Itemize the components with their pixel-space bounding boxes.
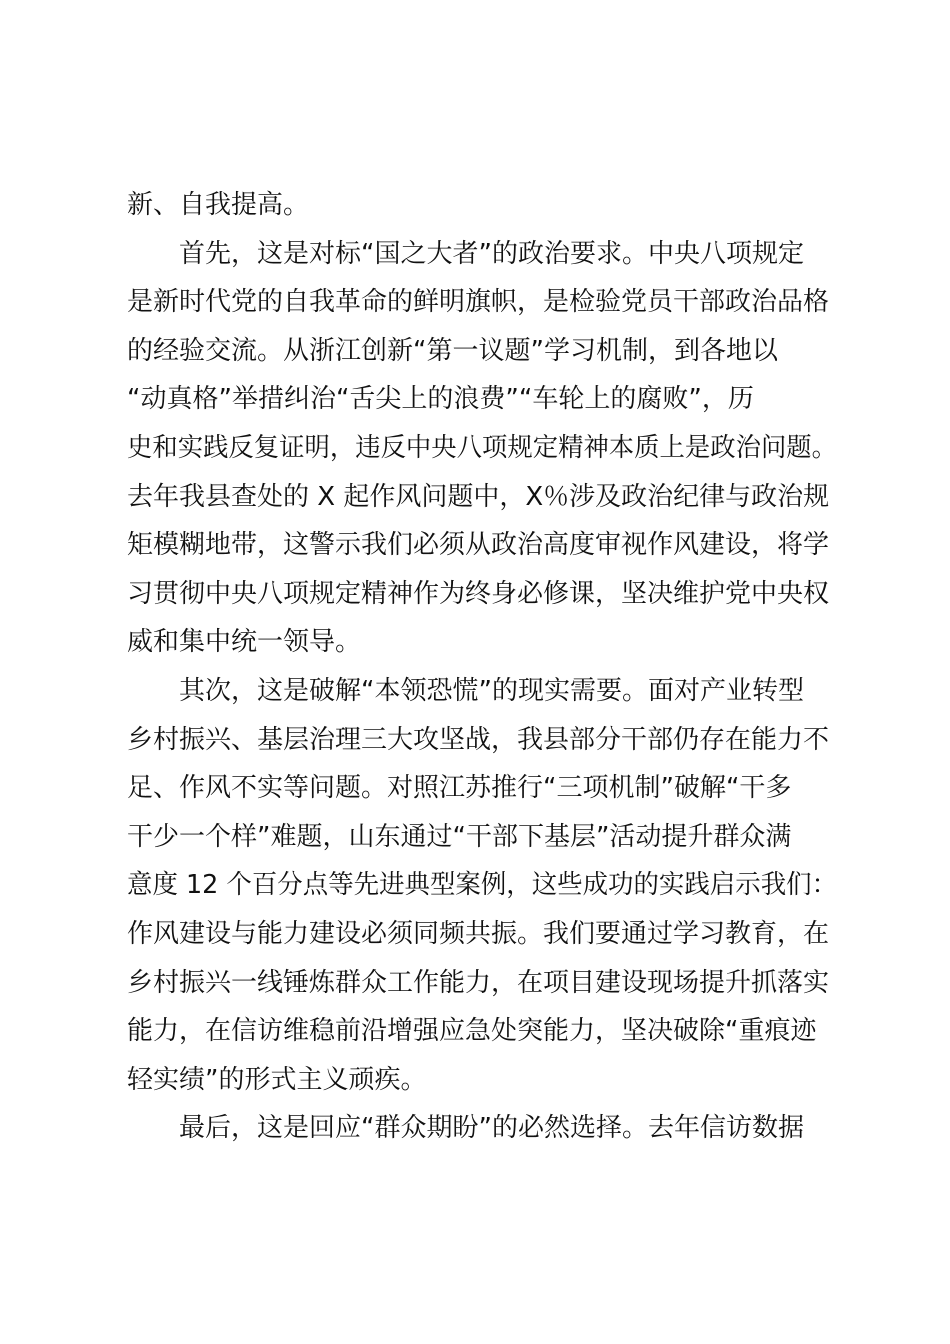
text-line: 意度 12 个百分点等先进典型案例，这些成功的实践启示我们：: [127, 870, 838, 901]
text-line: 轻实绩”的形式主义顽疾。: [127, 1064, 427, 1095]
text-line: 习贯彻中央八项规定精神作为终身必修课，坚决维护党中央权: [127, 578, 830, 609]
text-line: “动真格”举措纠治“舌尖上的浪费”“车轮上的腐败”，历: [127, 384, 754, 415]
text-line: 作风建设与能力建设必须同频共振。我们要通过学习教育，在: [127, 918, 830, 949]
text-line: 矩模糊地带，这警示我们必须从政治高度审视作风建设，将学: [127, 530, 830, 561]
text-line: 的经验交流。从浙江创新“第一议题”学习机制，到各地以: [127, 335, 778, 366]
text-line: 能力，在信访维稳前沿增强应急处突能力，坚决破除“重痕迹: [127, 1016, 817, 1047]
paragraph-first-line: 最后，这是回应“群众期盼”的必然选择。去年信访数据: [179, 1113, 804, 1144]
paragraph-first-line: 首先，这是对标“国之大者”的政治要求。中央八项规定: [179, 238, 804, 269]
text-line: 新、自我提高。: [127, 190, 310, 220]
text-line: 史和实践反复证明，违反中央八项规定精神本质上是政治问题。: [127, 432, 838, 463]
body-text: [127, 181, 837, 1153]
text-line: 威和集中统一领导。: [127, 627, 362, 658]
text-line: 是新时代党的自我革命的鲜明旗帜，是检验党员干部政治品格: [127, 287, 830, 318]
text-line: 去年我县查处的 X 起作风问题中，X％涉及政治纪律与政治规: [127, 481, 830, 512]
text-line: 干少一个样”难题，山东通过“干部下基层”活动提升群众满: [127, 821, 792, 852]
text-line: 足、作风不实等问题。对照江苏推行“三项机制”破解“干多: [127, 773, 792, 804]
text-line: 乡村振兴一线锤炼群众工作能力，在项目建设现场提升抓落实: [127, 967, 830, 998]
paragraph-first-line: 其次，这是破解“本领恐慌”的现实需要。面对产业转型: [179, 675, 804, 706]
text-line: 乡村振兴、基层治理三大攻坚战，我县部分干部仍存在能力不: [127, 724, 830, 755]
